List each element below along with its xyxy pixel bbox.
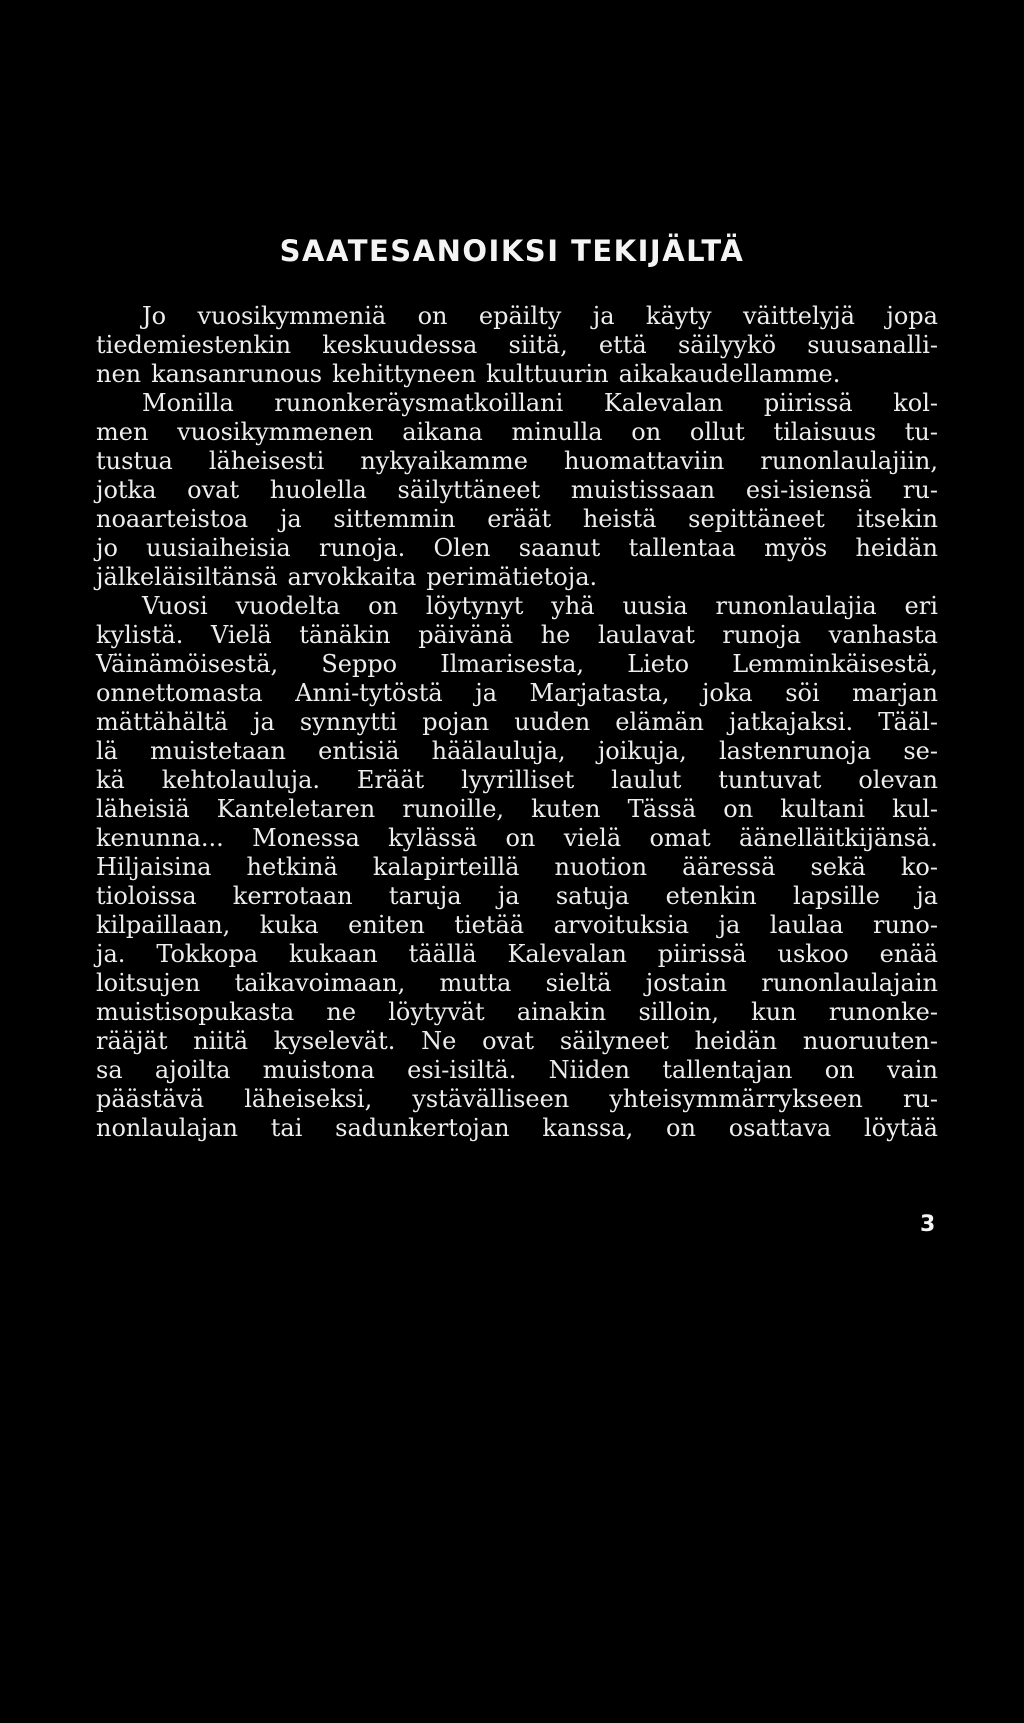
word: olevan — [858, 766, 938, 794]
text-line — [96, 360, 938, 389]
word: päästävä — [96, 1085, 205, 1113]
word: kylässä — [388, 824, 478, 852]
word: käyty — [645, 302, 712, 330]
word: nonlaulajan — [96, 1114, 238, 1142]
word: Lieto — [627, 650, 690, 678]
word: Ilmarisesta, — [440, 650, 585, 678]
word: kansanrunous — [151, 360, 323, 388]
word: vanhasta — [828, 621, 938, 649]
word: ru- — [902, 476, 938, 504]
word: että — [598, 331, 647, 359]
word: tilaisuus — [773, 418, 877, 446]
word: sa — [96, 1056, 123, 1084]
word: nen — [96, 360, 142, 388]
word: kun — [751, 998, 797, 1026]
word: men — [96, 418, 149, 446]
word: muistisopukasta — [96, 998, 295, 1026]
word: jopa — [886, 302, 938, 330]
word: ystävälliseen — [412, 1085, 570, 1113]
word: vain — [886, 1056, 938, 1084]
word: tu- — [904, 418, 938, 446]
word: Kalevalan — [507, 940, 627, 968]
word: ko- — [900, 853, 938, 881]
word: on — [666, 1114, 696, 1142]
word: uusiaiheisia — [146, 534, 291, 562]
word: tallentaa — [628, 534, 736, 562]
word: esi-isiltä. — [407, 1056, 517, 1084]
word: jatkajaksi. — [729, 708, 854, 736]
text-line — [96, 418, 938, 447]
word: ja — [475, 679, 497, 707]
word: säilyykö — [677, 331, 777, 359]
word: nuotion — [554, 853, 648, 881]
text-line — [96, 1085, 938, 1114]
word: marjan — [852, 679, 938, 707]
word: tai — [270, 1114, 303, 1142]
text-line — [96, 708, 938, 737]
word: ovat — [482, 1027, 535, 1055]
text-line — [96, 505, 938, 534]
word: saanut — [518, 534, 601, 562]
body-text — [96, 302, 938, 1143]
page-title: SAATESANOIKSI TEKIJÄLTÄ — [279, 234, 745, 268]
text-line — [96, 621, 938, 650]
word: on — [368, 592, 398, 620]
word: sepittäneet — [688, 505, 825, 533]
word: Niiden — [548, 1056, 631, 1084]
word: kuten — [531, 795, 601, 823]
word: tustua — [96, 447, 173, 475]
word: Jo — [142, 302, 167, 330]
word: vuosikymmenen — [177, 418, 374, 446]
word: huomattaviin — [563, 447, 725, 475]
word: tallentajan — [662, 1056, 793, 1084]
text-line — [96, 592, 938, 621]
word: muistissaan — [570, 476, 716, 504]
word: säilyttäneet — [397, 476, 541, 504]
word: taikavoimaan, — [234, 969, 406, 997]
text-line — [96, 563, 938, 592]
word: ajoilta — [154, 1056, 231, 1084]
word: tioloissa — [96, 882, 197, 910]
word: laulut — [611, 766, 682, 794]
word: aikakaudellamme. — [618, 360, 841, 388]
word: satuja — [555, 882, 630, 910]
word: Kalevalan — [603, 389, 724, 417]
word: söi — [785, 679, 820, 707]
word: läheisesti — [208, 447, 325, 475]
text-line — [96, 650, 938, 679]
word: eniten — [348, 911, 425, 939]
word: sittemmin — [333, 505, 456, 533]
word: heidän — [694, 1027, 778, 1055]
word: ääressä — [682, 853, 776, 881]
word: säilyneet — [559, 1027, 669, 1055]
word: piirissä — [657, 940, 747, 968]
word: runoja — [722, 621, 802, 649]
word: arvoituksia — [553, 911, 690, 939]
word: vuodelta — [235, 592, 341, 620]
word: laulaa — [769, 911, 844, 939]
text-line — [96, 911, 938, 940]
word: myös — [764, 534, 828, 562]
word: kilpaillaan, — [96, 911, 231, 939]
text-line — [96, 679, 938, 708]
word: kenunna... — [96, 824, 224, 852]
word: tietää — [454, 911, 525, 939]
word: runoja. — [318, 534, 406, 562]
text-line — [96, 1027, 938, 1056]
word: on — [505, 824, 536, 852]
word: kerrotaan — [232, 882, 353, 910]
word: aikana — [402, 418, 483, 446]
text-line — [96, 476, 938, 505]
word: äänelläitkijänsä. — [739, 824, 938, 852]
word: Eräät — [356, 766, 425, 794]
word: ollut — [689, 418, 745, 446]
word: kä — [96, 766, 125, 794]
text-line — [96, 766, 938, 795]
word: ainakin — [516, 998, 607, 1026]
word: omat — [649, 824, 711, 852]
word: Väinämöisestä, — [96, 650, 279, 678]
word: eräät — [487, 505, 552, 533]
word: esi-isiensä — [745, 476, 873, 504]
word: mättähältä — [96, 708, 229, 736]
word: läheisiä — [96, 795, 190, 823]
word: läheiseksi, — [244, 1085, 373, 1113]
text-line — [96, 969, 938, 998]
word: Monessa — [252, 824, 360, 852]
word: uskoo — [777, 940, 849, 968]
word: ja — [253, 708, 275, 736]
word: ovat — [187, 476, 240, 504]
word: ja — [592, 302, 615, 330]
word: sekä — [810, 853, 866, 881]
word: runonlaulajia — [715, 592, 877, 620]
word: tänäkin — [299, 621, 391, 649]
word: suusanalli- — [807, 331, 938, 359]
word: ja — [718, 911, 741, 939]
word: vuosikymmeniä — [197, 302, 387, 330]
word: löytää — [864, 1114, 938, 1142]
word: uuden — [514, 708, 591, 736]
word: Kanteletaren — [216, 795, 376, 823]
text-line — [96, 331, 938, 360]
text-line — [96, 1056, 938, 1085]
word: laulavat — [597, 621, 695, 649]
text-line — [96, 1114, 938, 1143]
word: silloin, — [638, 998, 719, 1026]
word: kukaan — [289, 940, 378, 968]
word: on — [723, 795, 754, 823]
word: jälkeläisiltänsä — [96, 563, 278, 591]
word: enää — [879, 940, 938, 968]
word: kanssa, — [542, 1114, 634, 1142]
word: ru- — [902, 1085, 938, 1113]
word: hetkinä — [246, 853, 338, 881]
word: mutta — [439, 969, 512, 997]
text-line — [96, 998, 938, 1027]
word: itsekin — [856, 505, 938, 533]
word: Olen — [433, 534, 491, 562]
word: häälauluja, — [431, 737, 566, 765]
word: piirissä — [763, 389, 853, 417]
word: ja — [279, 505, 302, 533]
word: löytyvät — [388, 998, 485, 1026]
word: etenkin — [665, 882, 757, 910]
word: jo — [96, 534, 118, 562]
word: täällä — [408, 940, 477, 968]
word: Ne — [421, 1027, 457, 1055]
word: joikuja, — [597, 737, 687, 765]
word: kehtolauluja. — [161, 766, 321, 794]
word: yhä — [551, 592, 595, 620]
word: lyyrilliset — [461, 766, 575, 794]
word: Marjatasta, — [529, 679, 670, 707]
word: sadunkertojan — [335, 1114, 510, 1142]
word: kalapirteillä — [372, 853, 520, 881]
word: lapsille — [793, 882, 880, 910]
word: taruja — [388, 882, 462, 910]
word: on — [631, 418, 662, 446]
text-line — [96, 853, 938, 882]
word: heidän — [855, 534, 938, 562]
word: epäilty — [478, 302, 562, 330]
word: loitsujen — [96, 969, 201, 997]
word: pojan — [422, 708, 490, 736]
word: joka — [701, 679, 753, 707]
word: muistona — [262, 1056, 375, 1084]
text-line — [96, 882, 938, 911]
word: vielä — [563, 824, 622, 852]
word: kyselevät. — [273, 1027, 396, 1055]
word: yhteisymmärrykseen — [609, 1085, 863, 1113]
word: kol- — [893, 389, 938, 417]
word: päivänä — [418, 621, 514, 649]
word: osattava — [728, 1114, 832, 1142]
word: muistetaan — [150, 737, 286, 765]
word: Monilla — [142, 389, 234, 417]
word: ja — [916, 882, 938, 910]
word: kylistä. — [96, 621, 184, 649]
word: Hiljaisina — [96, 853, 212, 881]
word: Lemminkäisestä, — [732, 650, 938, 678]
word: heistä — [582, 505, 657, 533]
word: sieltä — [545, 969, 612, 997]
word: kulttuurin — [486, 360, 609, 388]
text-line — [96, 824, 938, 853]
word: väittelyjä — [742, 302, 855, 330]
word: jotka — [96, 476, 157, 504]
word: tiedemiestenkin — [96, 331, 292, 359]
word: keskuudessa — [322, 331, 478, 359]
word: arvokkaita — [287, 563, 417, 591]
word: kehittyneen — [332, 360, 477, 388]
text-line — [96, 940, 938, 969]
word: tuntuvat — [718, 766, 822, 794]
word: ja — [497, 882, 520, 910]
word: runoille, — [402, 795, 505, 823]
word: Tässä — [627, 795, 697, 823]
text-line — [96, 534, 938, 563]
word: rääjät — [96, 1027, 168, 1055]
word: elämän — [615, 708, 704, 736]
word: ja. — [96, 940, 126, 968]
word: noaarteistoa — [96, 505, 249, 533]
word: synnytti — [299, 708, 398, 736]
word: Tääl- — [878, 708, 938, 736]
word: niitä — [193, 1027, 248, 1055]
word: perimätietoja. — [426, 563, 598, 591]
text-line — [96, 389, 938, 418]
word: nuoruuten- — [802, 1027, 938, 1055]
word: on — [417, 302, 448, 330]
text-line — [96, 795, 938, 824]
word: nykyaikamme — [360, 447, 528, 475]
word: entisiä — [318, 737, 400, 765]
word: huolella — [269, 476, 367, 504]
word: Vielä — [210, 621, 272, 649]
word: runonkeräysmatkoillani — [274, 389, 564, 417]
word: kuka — [259, 911, 319, 939]
word: löytynyt — [425, 592, 524, 620]
word: kul- — [892, 795, 938, 823]
word: runo- — [873, 911, 938, 939]
word: jostain — [645, 969, 728, 997]
word: he — [540, 621, 571, 649]
text-line — [96, 737, 938, 766]
word: Seppo — [321, 650, 398, 678]
word: siitä, — [508, 331, 568, 359]
word: onnettomasta — [96, 679, 263, 707]
word: runonke- — [828, 998, 938, 1026]
word: se- — [903, 737, 938, 765]
word: eri — [904, 592, 938, 620]
word: uusia — [622, 592, 688, 620]
text-line — [96, 302, 938, 331]
word: Tokkopa — [156, 940, 259, 968]
word: lä — [96, 737, 118, 765]
word: runonlaulajain — [761, 969, 938, 997]
text-line — [96, 447, 938, 476]
word: ne — [326, 998, 357, 1026]
page-number: 3 — [920, 1212, 936, 1237]
word: lastenrunoja — [718, 737, 872, 765]
word: Anni-tytöstä — [295, 679, 443, 707]
word: on — [824, 1056, 855, 1084]
word: kultani — [780, 795, 866, 823]
word: minulla — [511, 418, 603, 446]
word: runonlaulajiin, — [760, 447, 938, 475]
word: Vuosi — [142, 592, 208, 620]
